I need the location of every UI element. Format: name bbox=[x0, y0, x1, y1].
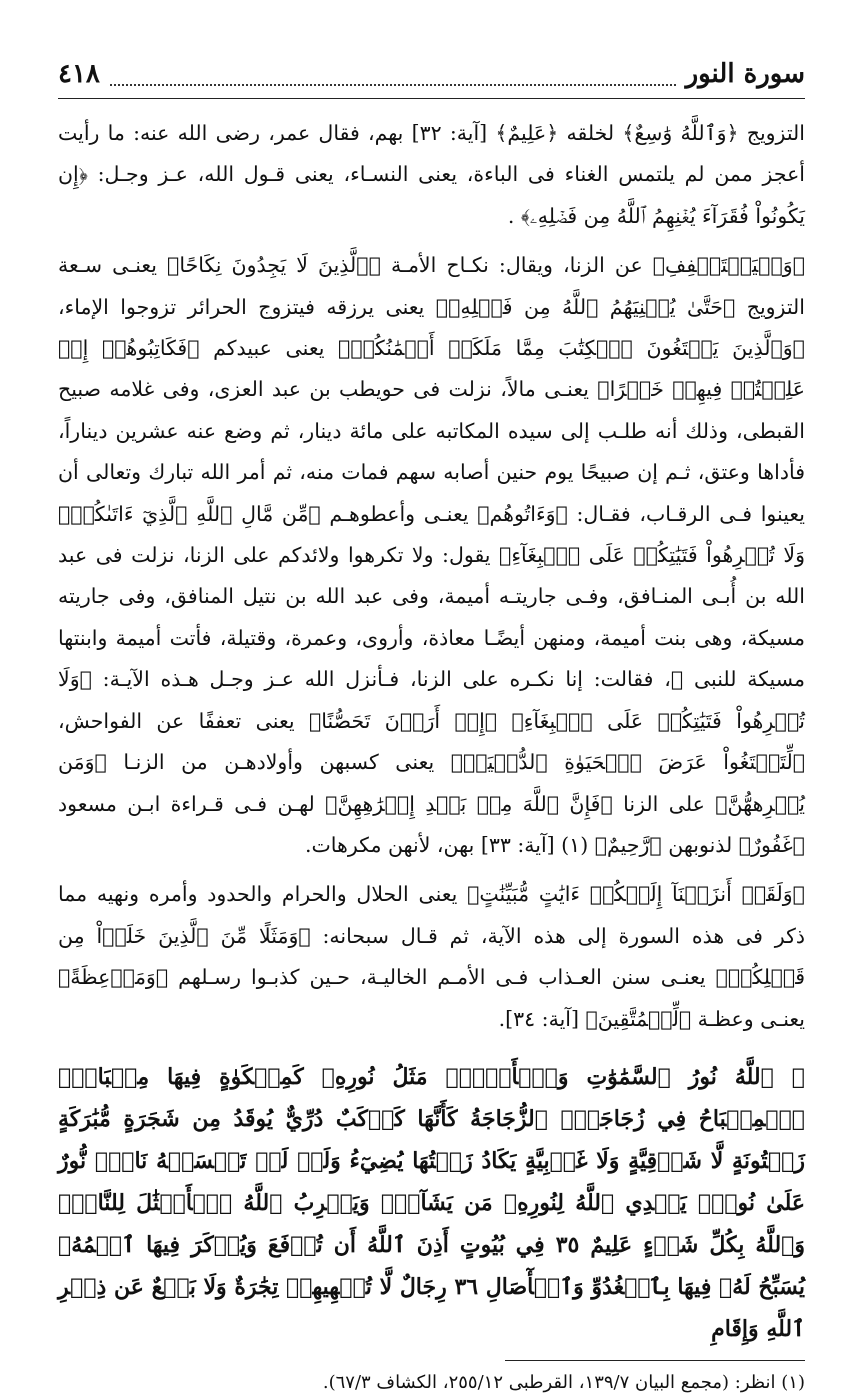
quran-verse-block: ﴿ ٱللَّهُ نُورُ ٱلسَّمَٰوَٰتِ وَٱلۡأَرۡضِۚ مَثَلُ نُورِهِۦ كَمِشۡكَوٰةٍ فِيهَا مِصۡبَاحٌۖ ٱلۡمِصۡبَاحُ فِي زُجَاجَةٍۖ ٱلزُّجَاجَةُ كَأَنَّهَا كَوۡكَبٌ دُرِّيٌّ يُوقَدُ مِن شَجَرَةٍ مُّبَٰرَكَةٍ زَيۡتُونَةٍ لَّا شَرۡقِيَّةٍ وَلَا غَرۡبِيَّةٍ يَكَادُ زَيۡتُهَا يُضِيٓءُ وَلَوۡ لَمۡ تَمۡسَسۡهُ نَارٌۚ نُّورٌ عَلَىٰ نُورٍۚ يَهۡدِي ٱللَّهُ لِنُورِهِۦ مَن يَشَآءُۚ وَيَضۡرِبُ ٱللَّهُ ٱلۡأَمۡثَٰلَ لِلنَّاسِۗ وَٱللَّهُ بِكُلِّ شَيۡءٍ عَلِيمٌ ٣٥ فِي بُيُوتٍ أَذِنَ ٱللَّهُ أَن تُرۡفَعَ وَيُذۡكَرَ فِيهَا ٱسۡمُهُۥ يُسَبِّحُ لَهُۥ فِيهَا بِٱلۡغُدُوِّ وَٱلۡأٓصَالِ ٣٦ رِجَالٌ لَّا تُلۡهِيهِمۡ تِجَٰرَةٌ وَلَا بَيۡعٌ عَن ذِكۡرِ ٱللَّهِ وَإِقَامِ bbox=[58, 1063, 805, 1342]
header-leader-dots bbox=[110, 64, 676, 86]
page-number: ٤١٨ bbox=[58, 59, 100, 89]
header-rule bbox=[58, 98, 805, 99]
surah-title: سورة النور bbox=[685, 59, 805, 89]
paragraph-3: ﴿وَلَقَدۡ أَنزَلۡنَآ إِلَيۡكُمۡ ءَايَٰتٍ مُّبَيِّنَٰتٍ﴾ يعنى الحلال والحرام والحدود وأمره ونهيه مما ذكر فى هذه السورة إلى هذه الآية، ثم قـال سبحانه: ﴿وَمَثَلًا مِّنَ ٱلَّذِينَ خَلَوۡاْ مِن قَبۡلِكُمۡ﴾ يعنـى سنن العـذاب فـى الأمـم الخاليـة، حـين كذبـوا رسـلهم ﴿وَمَوۡعِظَةً﴾ يعنـى وعظـة ﴿لِّلۡمُتَّقِينَ﴾ [آية: ٣٤]. bbox=[58, 882, 805, 1031]
footnote: (١) انظر: (مجمع البيان ١٣٩/٧، القرطبى ٢٥٥/١٢، الكشاف ٦٧/٣). bbox=[322, 1371, 805, 1393]
footnote-rule bbox=[505, 1360, 805, 1361]
paragraph-1: التزويج ﴿وَٱللَّهُ وَٰسِعٌ﴾ لخلقه ﴿عَلِيمٌ﴾ [آية: ٣٢] بهم، فقال عمر، رضى الله عنه: ما رأيت أعجز ممن لم يلتمس الغناء فى الباءة، يعنى النسـاء، يعنى قـول الله، عـز وجـل: ﴿إِن يَكُونُواْ فُقَرَآءَ يُغۡنِهِمُ ٱللَّهُ مِن فَضۡلِهِۦ﴾ . bbox=[58, 121, 805, 228]
page-header bbox=[58, 58, 805, 92]
paragraph-2: ﴿وَلۡيَسۡتَعۡفِفِ﴾ عن الزنا، ويقال: نكـاح الأمـة ﴿ٱلَّذِينَ لَا يَجِدُونَ نِكَاحًا﴾ يعنـى سـعة التزويج ﴿حَتَّىٰ يُغۡنِيَهُمُ ٱللَّهُ مِن فَضۡلِهِۦ﴾ يعنى يرزقه فيتزوج الحرائر تزوجوا الإماء، ﴿وَٱلَّذِينَ يَبۡتَغُونَ ٱلۡكِتَٰبَ مِمَّا مَلَكَتۡ أَيۡمَٰنُكُمۡ﴾ يعنى عبيدكم ﴿فَكَاتِبُوهُمۡ إِنۡ عَلِمۡتُمۡ فِيهِمۡ خَيۡرًا﴾ يعنـى مالاً، نزلت فى حويطب بن عبد العزى، وفى غلامه صبيح القبطى، وذلك أنه طلـب إلى سيده المكاتبه على مائة دينار، ثم وضع عنه عشرين ديناراً، فأداها وعتق، ثـم إن صبيحًا يوم حنين أصابه سهم فمات منه، ثم أمر الله تبارك وتعالى أن يعينوا فـى الرقـاب، فقـال: ﴿وَءَاتُوهُم﴾ يعنـى وأعطوهـم ﴿مِّن مَّالِ ٱللَّهِ ٱلَّذِيٓ ءَاتَىٰكُمۡۚ وَلَا تُكۡرِهُواْ فَتَيَٰتِكُمۡ عَلَى ٱلۡبِغَآءِ﴾ يقول: ولا تكرهوا ولائدكم على الزنا، نزلت فى عبد الله بن أُبـى المنـافق، وفـى جاريتـه أميمة، وفى عبد الله بن نتيل المنافق، وفى جاريته مسيكة، وهى بنت أميمة، ومنهن أيضًـا معاذة، وأروى، وعمرة، وقتيلة، فأتت أميمة وابنتها مسيكة للنبى ﷺ، فقالت: إنا نكـره على الزنا، فـأنزل الله عـز وجـل هـذه الآيـة: ﴿وَلَا تُكۡرِهُواْ فَتَيَٰتِكُمۡ عَلَى ٱلۡبِغَآءِ﴾ ﴿إِنۡ أَرَدۡنَ تَحَصُّنًا﴾ يعنى تعففًا عن الفواحش، ﴿لِّتَبۡتَغُواْ عَرَضَ ٱلۡحَيَوٰةِ ٱلدُّنۡيَاۚ﴾ يعنى كسبهن وأولادهـن من الزنـا ﴿وَمَن يُكۡرِههُّنَّ﴾ على الزنا ﴿فَإِنَّ ٱللَّهَ مِنۢ بَعۡدِ إِكۡرَٰهِهِنَّ﴾ لهـن فـى قـراءة ابـن مسعود ﴿غَفُورٌ﴾ لذنوبهن ﴿رَّحِيمٌ﴾ (١) [آية: ٣٣] بهن، لأنهن مكرهات. bbox=[58, 253, 805, 857]
